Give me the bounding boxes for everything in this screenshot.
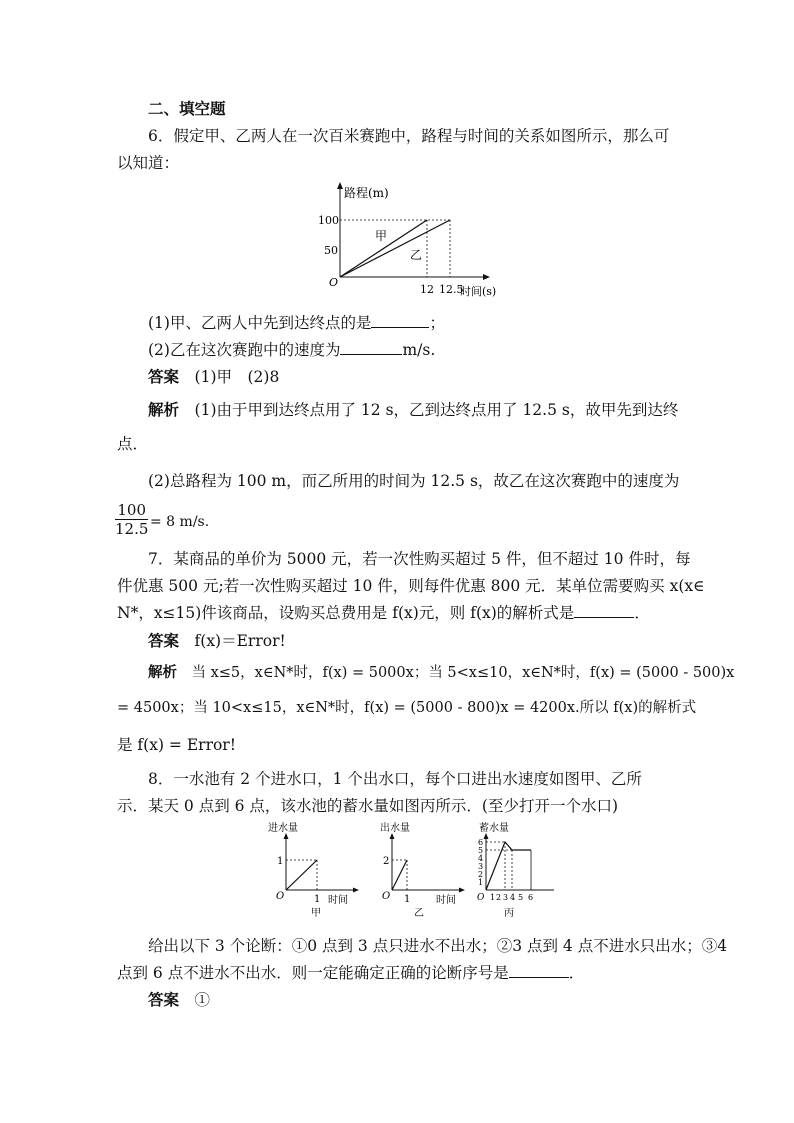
q7-line3	[117, 603, 650, 623]
jia-x-arrow	[353, 888, 359, 893]
q6-distance-time-chart	[318, 180, 498, 300]
q8-blank[interactable]	[509, 963, 569, 978]
q6-answer-label: 答案	[148, 367, 180, 386]
q6-text-line1: 6．假定甲、乙两人在一次百米赛跑中，路程与时间的关系如图所示，那么可	[148, 127, 670, 145]
q7-analysis-line2: = 4500x；当 10<x≤15，x∈N*时，f(x) = (5000 - 800)x = 4200x.所以 f(x)的解析式	[117, 700, 697, 716]
q8-line1: 8．一水池有 2 个进水口，1 个出水口，每个口进出水速度如图甲、乙所	[148, 770, 642, 788]
q6-ytick-100: 100	[318, 214, 339, 227]
q7-analysis-line3: 是 f(x) = Error!	[117, 736, 236, 754]
q6-analysis-line3: (2)总路程为 100 m，而乙所用的时间为 12.5 s，故乙在这次赛跑中的速度为	[148, 472, 680, 490]
q6-sub2-blank[interactable]	[340, 340, 402, 355]
q6-sub1	[148, 313, 445, 333]
q7-answer-label: 答案	[148, 631, 180, 650]
q6-text-line2: 以知道：	[117, 154, 180, 172]
q8-statement-text: 点到 6 点不进水不出水．则一定能确定正确的论断序号是	[117, 964, 509, 982]
bing-ytick-6: 6	[478, 838, 484, 847]
jia-series-line	[286, 860, 317, 890]
q8-answer-label: 答案	[148, 990, 180, 1009]
bing-ytick-5: 5	[478, 846, 484, 855]
jia-caption: 甲	[311, 908, 321, 919]
q6-analysis-line2: 点．	[117, 435, 149, 453]
q6-xtick-12: 12	[420, 283, 434, 296]
bing-xtick-3: 3	[503, 893, 509, 902]
bing-xtick-1: 1	[490, 893, 496, 902]
bing-xtick-2: 2	[496, 893, 502, 902]
bing-ytick-2: 2	[478, 870, 484, 879]
q8-statement-line2	[117, 963, 584, 983]
yi-x-arrow	[459, 888, 465, 893]
q6-xtick-12-5: 12.5	[439, 283, 464, 296]
q6-sub2-end: m/s.	[402, 341, 436, 359]
q6-origin: O	[329, 276, 339, 289]
yi-y-label: 出水量	[380, 823, 410, 834]
q8-answer	[148, 990, 210, 1010]
q6-sub1-blank[interactable]	[371, 313, 429, 328]
bing-caption: 丙	[504, 908, 514, 919]
bing-series-line	[486, 842, 531, 890]
q7-line3-text: N*，x≤15)件该商品，设购买总费用是 f(x)元，则 f(x)的解析式是	[117, 604, 575, 622]
q6-analysis-text1: (1)由于甲到达终点用了 12 s，乙到达终点用了 12.5 s，故甲先到达终	[194, 401, 679, 419]
q6-frac-result: = 8 m/s.	[150, 514, 210, 530]
yi-ytick-2: 2	[383, 856, 390, 867]
q6-label-jia: 甲	[375, 229, 388, 243]
q7-analysis-label: 解析	[148, 664, 177, 681]
bing-ytick-4: 4	[478, 854, 484, 863]
q6-ytick-50: 50	[324, 244, 338, 257]
bing-xtick-5: 5	[518, 893, 524, 902]
q8-statement-end: ．	[568, 964, 585, 982]
section-heading: 二、填空题	[148, 99, 226, 118]
q6-analysis-line1	[148, 400, 678, 420]
q7-line2: 件优惠 500 元;若一次性购买超过 10 件，则每件优惠 800 元．某单位需要购买 x(x∈	[117, 577, 705, 595]
q7-line1: 7．某商品的单价为 5000 元，若一次性购买超过 5 件，但不超过 10 件时，每	[148, 550, 691, 568]
bing-ytick-1: 1	[478, 878, 484, 887]
q7-analysis-line1	[148, 663, 734, 683]
jia-origin: O	[276, 891, 285, 902]
q7-line3-end: ．	[634, 604, 650, 622]
bing-ytick-3: 3	[478, 862, 484, 871]
q6-line-yi	[340, 220, 450, 277]
bing-xtick-6: 6	[528, 893, 534, 902]
q8-line2: 示．某天 0 点到 6 点，该水池的蓄水量如图丙所示．(至少打开一个水口)	[117, 797, 619, 815]
bing-y-label: 蓄水量	[479, 823, 509, 834]
yi-origin: O	[382, 891, 391, 902]
yi-caption: 乙	[414, 908, 424, 919]
q7-answer	[148, 631, 286, 651]
q6-analysis-label: 解析	[148, 400, 180, 419]
q8-statement-line1: 给出以下 3 个论断：①0 点到 3 点只进水不出水；②3 点到 4 点不进水只出水；③4	[148, 937, 728, 955]
q6-frac-den: 12.5	[115, 520, 149, 538]
yi-x-label: 时间	[436, 895, 456, 906]
q8-answer-text: ①	[194, 991, 211, 1009]
q6-frac-num: 100	[115, 501, 148, 520]
q6-sub2	[148, 340, 435, 360]
q6-answer-text: (1)甲 (2)8	[194, 368, 280, 386]
q7-analysis-text1: 当 x≤5，x∈N*时，f(x) = 5000x；当 5<x≤10，x∈N*时，f(x) = (5000 - 500)x	[191, 665, 735, 681]
q6-x-axis-arrow	[483, 274, 490, 280]
q7-blank[interactable]	[574, 603, 634, 618]
yi-series-line	[392, 860, 407, 890]
q6-sub2-text: (2)乙在这次赛跑中的速度为	[148, 341, 341, 359]
q6-sub1-text: (1)甲、乙两人中先到达终点的是	[148, 314, 372, 332]
q6-label-yi: 乙	[410, 248, 423, 262]
bing-origin: O	[477, 893, 485, 903]
jia-y-label: 进水量	[268, 823, 298, 834]
jia-xtick-1: 1	[314, 894, 321, 905]
q8-chart-bing	[474, 822, 574, 920]
yi-xtick-1: 1	[404, 894, 411, 905]
q6-sub1-end: ；	[429, 314, 445, 332]
q6-fraction	[115, 501, 148, 538]
bing-xtick-4: 4	[510, 893, 516, 902]
jia-ytick-1: 1	[277, 856, 284, 867]
q6-answer	[148, 367, 279, 387]
q8-chart-yi	[370, 822, 470, 920]
q6-x-label: 时间(s)	[460, 285, 497, 298]
q8-chart-jia	[264, 822, 364, 920]
q7-answer-text: f(x)＝Error!	[194, 632, 286, 650]
jia-x-label: 时间	[328, 895, 348, 906]
q6-y-label: 路程(m)	[344, 186, 389, 200]
q6-y-axis-arrow	[337, 182, 343, 189]
